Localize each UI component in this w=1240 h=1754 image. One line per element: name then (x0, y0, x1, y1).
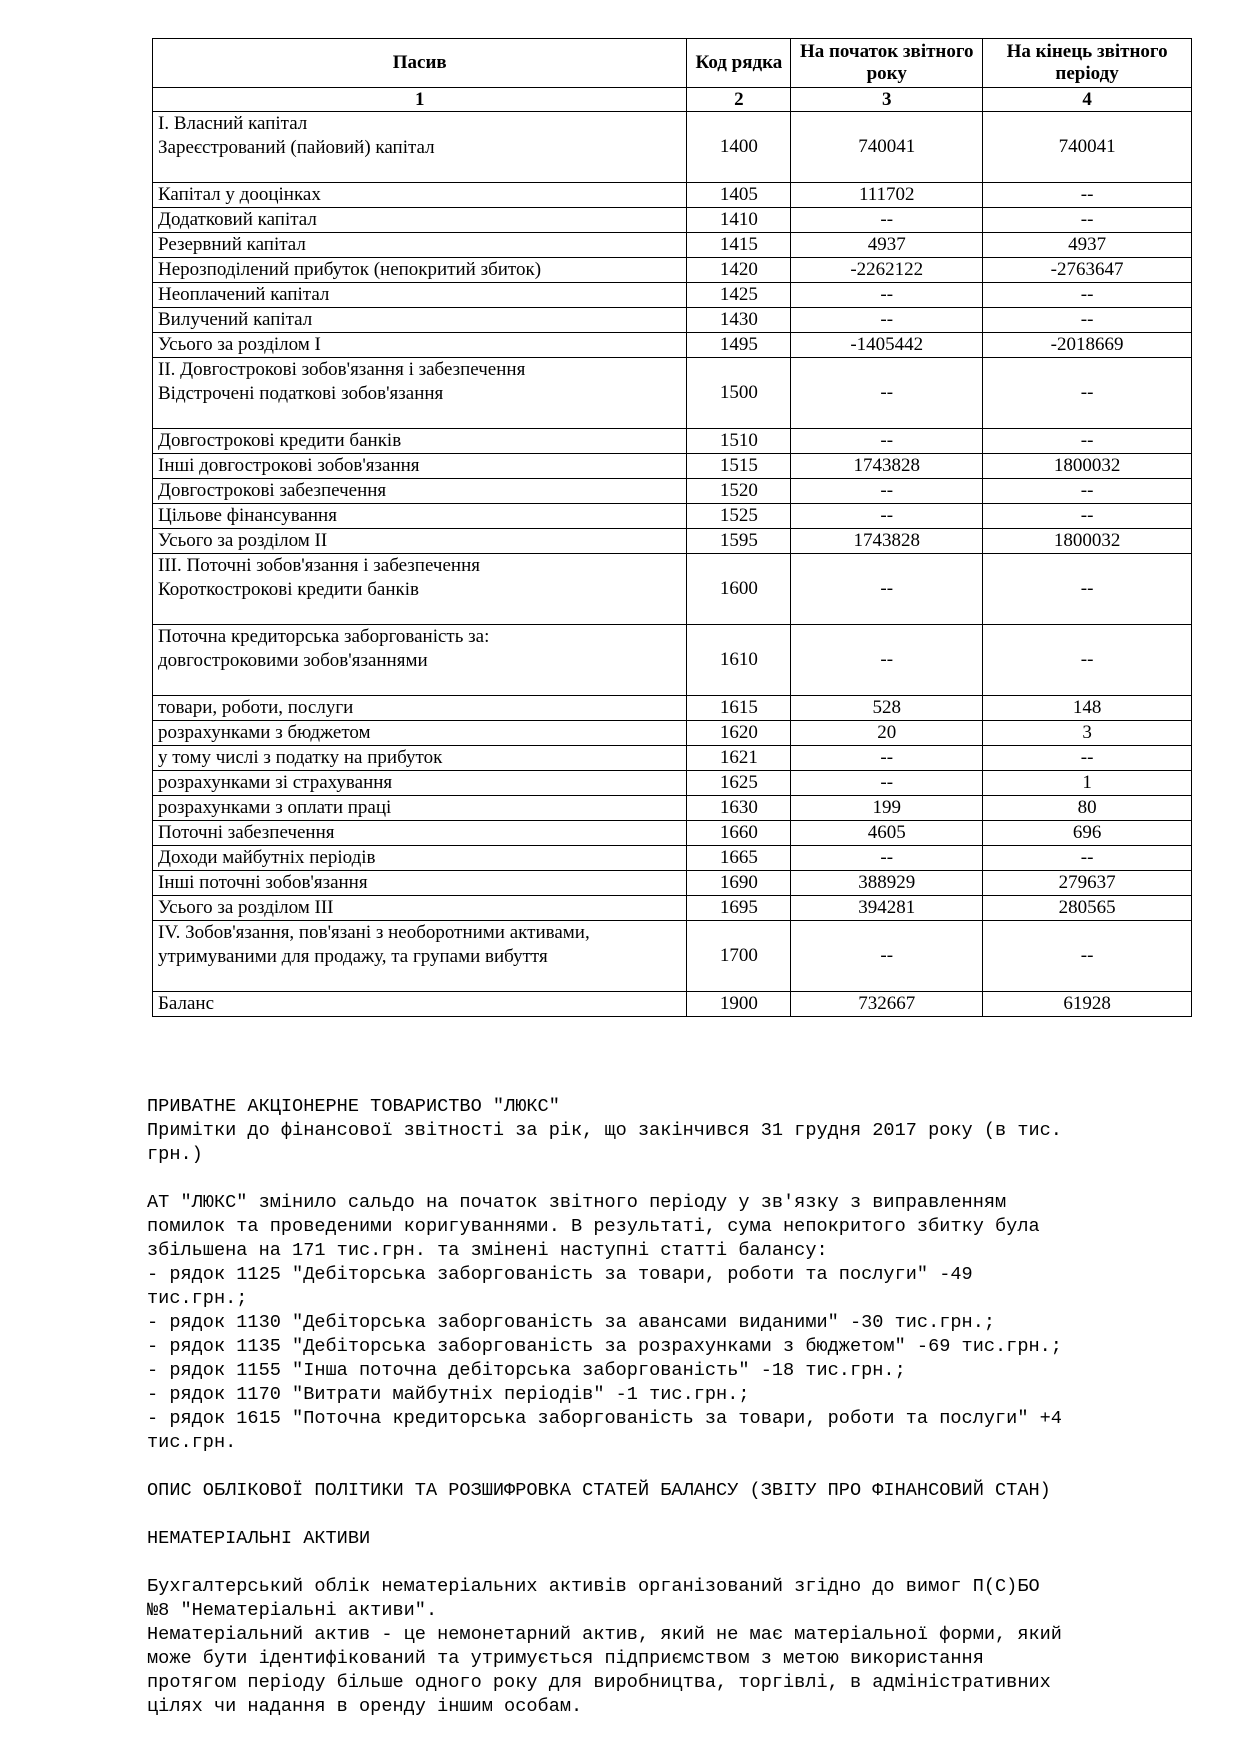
row-start-value: -- (791, 358, 983, 429)
row-end-value: 80 (983, 796, 1192, 821)
row-item-name (153, 746, 687, 771)
paragraph-line: цілях чи надання в оренду іншим особам. (147, 1696, 583, 1717)
row-item-name-line: товари, роботи, послуги (158, 697, 354, 718)
row-item-name (153, 554, 687, 625)
row-start-value: -- (791, 283, 983, 308)
row-start-value: 1743828 (791, 454, 983, 479)
table-row (153, 183, 1192, 208)
paragraph-line: - рядок 1130 "Дебіторська заборгованість за авансами виданими" -30 тис.грн.; (147, 1312, 996, 1333)
row-end-value: 3 (983, 721, 1192, 746)
row-end-value: -- (983, 625, 1192, 696)
financial-notes (147, 1095, 1192, 1719)
row-item-name-line: Зареєстрований (пайовий) капітал (158, 137, 435, 158)
column-number-row (153, 88, 1192, 112)
row-end-value: 740041 (983, 112, 1192, 183)
row-line-code: 1500 (687, 358, 791, 429)
row-item-name (153, 333, 687, 358)
row-item-name (153, 429, 687, 454)
paragraph-line: Нематеріальний актив - це немонетарний актив, який не має матеріальної форми, який (147, 1624, 1062, 1645)
column-number: 3 (791, 88, 983, 112)
row-item-name (153, 112, 687, 183)
column-number: 2 (687, 88, 791, 112)
table-row (153, 625, 1192, 696)
row-item-name-line: Нерозподілений прибуток (непокритий збиток) (158, 259, 542, 280)
table-row (153, 846, 1192, 871)
row-start-value: 4937 (791, 233, 983, 258)
table-row (153, 771, 1192, 796)
row-item-name-line: II. Довгострокові зобов'язання і забезпечення (158, 359, 526, 380)
paragraph-line: тис.грн. (147, 1432, 237, 1453)
row-end-value: -- (983, 358, 1192, 429)
row-item-name-line: розрахунками з бюджетом (158, 722, 371, 743)
row-item-name (153, 308, 687, 333)
paragraph-line: АТ "ЛЮКС" змінило сальдо на початок звітного періоду у зв'язку з виправленням (147, 1192, 1007, 1213)
row-start-value: -2262122 (791, 258, 983, 283)
row-item-name-line: Усього за розділом III (158, 897, 334, 918)
row-end-value: 4937 (983, 233, 1192, 258)
row-line-code: 1600 (687, 554, 791, 625)
row-item-name (153, 896, 687, 921)
row-end-value: 61928 (983, 992, 1192, 1017)
row-start-value: -- (791, 625, 983, 696)
row-start-value: 20 (791, 721, 983, 746)
row-end-value: -- (983, 846, 1192, 871)
row-end-value: 148 (983, 696, 1192, 721)
row-start-value: -- (791, 308, 983, 333)
row-line-code: 1515 (687, 454, 791, 479)
column-number: 4 (983, 88, 1192, 112)
row-end-value: -- (983, 921, 1192, 992)
row-line-code: 1405 (687, 183, 791, 208)
row-item-name-line: Вилучений капітал (158, 309, 313, 330)
row-item-name (153, 625, 687, 696)
row-item-name (153, 921, 687, 992)
table-row (153, 696, 1192, 721)
header-end-of-period: На кінець звітного періоду (983, 39, 1192, 88)
row-line-code: 1595 (687, 529, 791, 554)
table-row (153, 333, 1192, 358)
table-row (153, 358, 1192, 429)
paragraph-line: - рядок 1125 "Дебіторська заборгованість за товари, роботи та послуги" -49 (147, 1264, 973, 1285)
row-item-name (153, 504, 687, 529)
row-item-name (153, 871, 687, 896)
row-line-code: 1410 (687, 208, 791, 233)
row-end-value: -- (983, 554, 1192, 625)
row-line-code: 1495 (687, 333, 791, 358)
column-number: 1 (153, 88, 687, 112)
row-item-name-line: Довгострокові кредити банків (158, 430, 402, 451)
company-name: ПРИВАТНЕ АКЦІОНЕРНЕ ТОВАРИСТВО "ЛЮКС" (147, 1096, 560, 1117)
table-row (153, 554, 1192, 625)
row-item-name-line: Баланс (158, 993, 215, 1014)
row-end-value: -- (983, 479, 1192, 504)
row-item-name-line: довгостроковими зобов'язаннями (158, 650, 428, 671)
row-start-value: 394281 (791, 896, 983, 921)
row-start-value: -- (791, 208, 983, 233)
notes-subtitle-line: грн.) (147, 1144, 203, 1165)
table-row (153, 504, 1192, 529)
notes-subtitle-line: Примітки до фінансової звітності за рік, що закінчився 31 грудня 2017 року (в тис. (147, 1120, 1062, 1141)
row-start-value: 732667 (791, 992, 983, 1017)
row-item-name-line: Неоплачений капітал (158, 284, 330, 305)
row-item-name (153, 183, 687, 208)
table-row (153, 746, 1192, 771)
row-start-value: -- (791, 554, 983, 625)
row-start-value: 740041 (791, 112, 983, 183)
row-start-value: -1405442 (791, 333, 983, 358)
paragraph-line: Бухгалтерський облік нематеріальних активів організований згідно до вимог П(С)БО (147, 1576, 1040, 1597)
row-start-value: -- (791, 504, 983, 529)
row-item-name-line: Інші поточні зобов'язання (158, 872, 368, 893)
header-start-of-year: На початок звітного року (791, 39, 983, 88)
row-start-value: -- (791, 479, 983, 504)
row-start-value: 388929 (791, 871, 983, 896)
table-row (153, 208, 1192, 233)
row-line-code: 1900 (687, 992, 791, 1017)
row-start-value: 4605 (791, 821, 983, 846)
row-end-value: 696 (983, 821, 1192, 846)
row-line-code: 1425 (687, 283, 791, 308)
row-end-value: -- (983, 208, 1192, 233)
table-row (153, 529, 1192, 554)
row-start-value: 1743828 (791, 529, 983, 554)
row-item-name (153, 846, 687, 871)
paragraph-line: може бути ідентифікований та утримується підприємством з метою використання (147, 1648, 984, 1669)
row-item-name-line: у тому числі з податку на прибуток (158, 747, 443, 768)
row-start-value: 111702 (791, 183, 983, 208)
table-row (153, 821, 1192, 846)
paragraph-line: - рядок 1170 "Витрати майбутніх періодів" -1 тис.грн.; (147, 1384, 750, 1405)
row-item-name-line: Усього за розділом II (158, 530, 328, 551)
paragraph-line: - рядок 1135 "Дебіторська заборгованість за розрахунками з бюджетом" -69 тис.грн.; (147, 1336, 1062, 1357)
row-end-value: 1800032 (983, 454, 1192, 479)
row-end-value: -2763647 (983, 258, 1192, 283)
header-line-code: Код рядка (687, 39, 791, 88)
row-item-name (153, 358, 687, 429)
section-title: ОПИС ОБЛІКОВОЇ ПОЛІТИКИ ТА РОЗШИФРОВКА СТАТЕЙ БАЛАНСУ (ЗВІТУ ПРО ФІНАНСОВИЙ СТАН) (147, 1480, 1051, 1501)
row-item-name-line: III. Поточні зобов'язання і забезпечення (158, 555, 480, 576)
row-line-code: 1695 (687, 896, 791, 921)
paragraph-line: збільшена на 171 тис.грн. та змінені наступні статті балансу: (147, 1240, 828, 1261)
row-line-code: 1660 (687, 821, 791, 846)
row-item-name (153, 696, 687, 721)
table-row (153, 896, 1192, 921)
header-liabilities: Пасив (153, 39, 687, 88)
row-item-name (153, 258, 687, 283)
row-line-code: 1620 (687, 721, 791, 746)
row-end-value: 1 (983, 771, 1192, 796)
row-line-code: 1510 (687, 429, 791, 454)
row-line-code: 1520 (687, 479, 791, 504)
balance-liabilities-table (152, 38, 1192, 1017)
row-item-name-line: Доходи майбутніх періодів (158, 847, 376, 868)
row-line-code: 1430 (687, 308, 791, 333)
row-line-code: 1630 (687, 796, 791, 821)
row-item-name (153, 721, 687, 746)
table-row (153, 308, 1192, 333)
row-line-code: 1610 (687, 625, 791, 696)
row-item-name-line: Відстрочені податкові зобов'язання (158, 383, 444, 404)
row-item-name (153, 771, 687, 796)
row-item-name-line: Капітал у дооцінках (158, 184, 321, 205)
row-end-value: 280565 (983, 896, 1192, 921)
subsection-title: НЕМАТЕРІАЛЬНІ АКТИВИ (147, 1528, 371, 1549)
row-end-value: 1800032 (983, 529, 1192, 554)
row-item-name-line: I. Власний капітал (158, 113, 308, 134)
row-item-name (153, 821, 687, 846)
row-item-name-line: утримуваними для продажу, та групами вибуття (158, 946, 548, 967)
row-line-code: 1415 (687, 233, 791, 258)
table-row (153, 479, 1192, 504)
row-item-name-line: Довгострокові забезпечення (158, 480, 387, 501)
row-line-code: 1700 (687, 921, 791, 992)
row-line-code: 1615 (687, 696, 791, 721)
row-end-value: -- (983, 504, 1192, 529)
table-row (153, 871, 1192, 896)
table-body (153, 112, 1192, 1017)
row-item-name (153, 479, 687, 504)
row-item-name-line: Поточні забезпечення (158, 822, 335, 843)
table-header-row (153, 39, 1192, 88)
row-item-name-line: Резервний капітал (158, 234, 306, 255)
table-row (153, 992, 1192, 1017)
row-item-name (153, 796, 687, 821)
row-line-code: 1621 (687, 746, 791, 771)
paragraph-line: тис.грн.; (147, 1288, 248, 1309)
row-item-name-line: Інші довгострокові зобов'язання (158, 455, 420, 476)
row-item-name-line: Поточна кредиторська заборгованість за: (158, 626, 490, 647)
row-start-value: -- (791, 846, 983, 871)
row-line-code: 1525 (687, 504, 791, 529)
table-row (153, 721, 1192, 746)
row-line-code: 1625 (687, 771, 791, 796)
row-end-value: -- (983, 308, 1192, 333)
row-start-value: 199 (791, 796, 983, 821)
table-row (153, 283, 1192, 308)
row-line-code: 1690 (687, 871, 791, 896)
row-item-name-line: Цільове фінансування (158, 505, 337, 526)
row-line-code: 1400 (687, 112, 791, 183)
row-item-name-line: IV. Зобов'язання, пов'язані з необоротними активами, (158, 922, 590, 943)
paragraph-line: помилок та проведеними коригуваннями. В результаті, сума непокритого збитку була (147, 1216, 1040, 1237)
row-start-value: -- (791, 429, 983, 454)
row-start-value: 528 (791, 696, 983, 721)
row-item-name-line: Додатковий капітал (158, 209, 317, 230)
table-row (153, 454, 1192, 479)
row-line-code: 1665 (687, 846, 791, 871)
paragraph-line: №8 "Нематеріальні активи". (147, 1600, 438, 1621)
intangible-assets-paragraph (147, 1575, 1192, 1719)
table-row (153, 921, 1192, 992)
row-end-value: -- (983, 746, 1192, 771)
row-item-name-line: розрахунками зі страхування (158, 772, 393, 793)
row-item-name (153, 454, 687, 479)
row-line-code: 1420 (687, 258, 791, 283)
table-row (153, 112, 1192, 183)
row-item-name (153, 233, 687, 258)
row-start-value: -- (791, 746, 983, 771)
row-item-name (153, 208, 687, 233)
paragraph-line: протягом періоду більше одного року для виробництва, торгівлі, в адміністративних (147, 1672, 1051, 1693)
table-row (153, 233, 1192, 258)
row-item-name (153, 283, 687, 308)
paragraph-line: - рядок 1155 "Інша поточна дебіторська заборгованість" -18 тис.грн.; (147, 1360, 906, 1381)
row-item-name (153, 529, 687, 554)
row-item-name-line: Усього за розділом I (158, 334, 321, 355)
table-row (153, 429, 1192, 454)
row-end-value: -- (983, 183, 1192, 208)
row-item-name-line: Короткострокові кредити банків (158, 579, 419, 600)
paragraph-line: - рядок 1615 "Поточна кредиторська заборгованість за товари, роботи та послуги" +4 (147, 1408, 1062, 1429)
row-end-value: -- (983, 283, 1192, 308)
row-end-value: -- (983, 429, 1192, 454)
row-item-name-line: розрахунками з оплати праці (158, 797, 392, 818)
row-start-value: -- (791, 921, 983, 992)
correction-paragraph (147, 1191, 1192, 1455)
row-end-value: 279637 (983, 871, 1192, 896)
table-row (153, 258, 1192, 283)
row-start-value: -- (791, 771, 983, 796)
row-end-value: -2018669 (983, 333, 1192, 358)
table-row (153, 796, 1192, 821)
row-item-name (153, 992, 687, 1017)
